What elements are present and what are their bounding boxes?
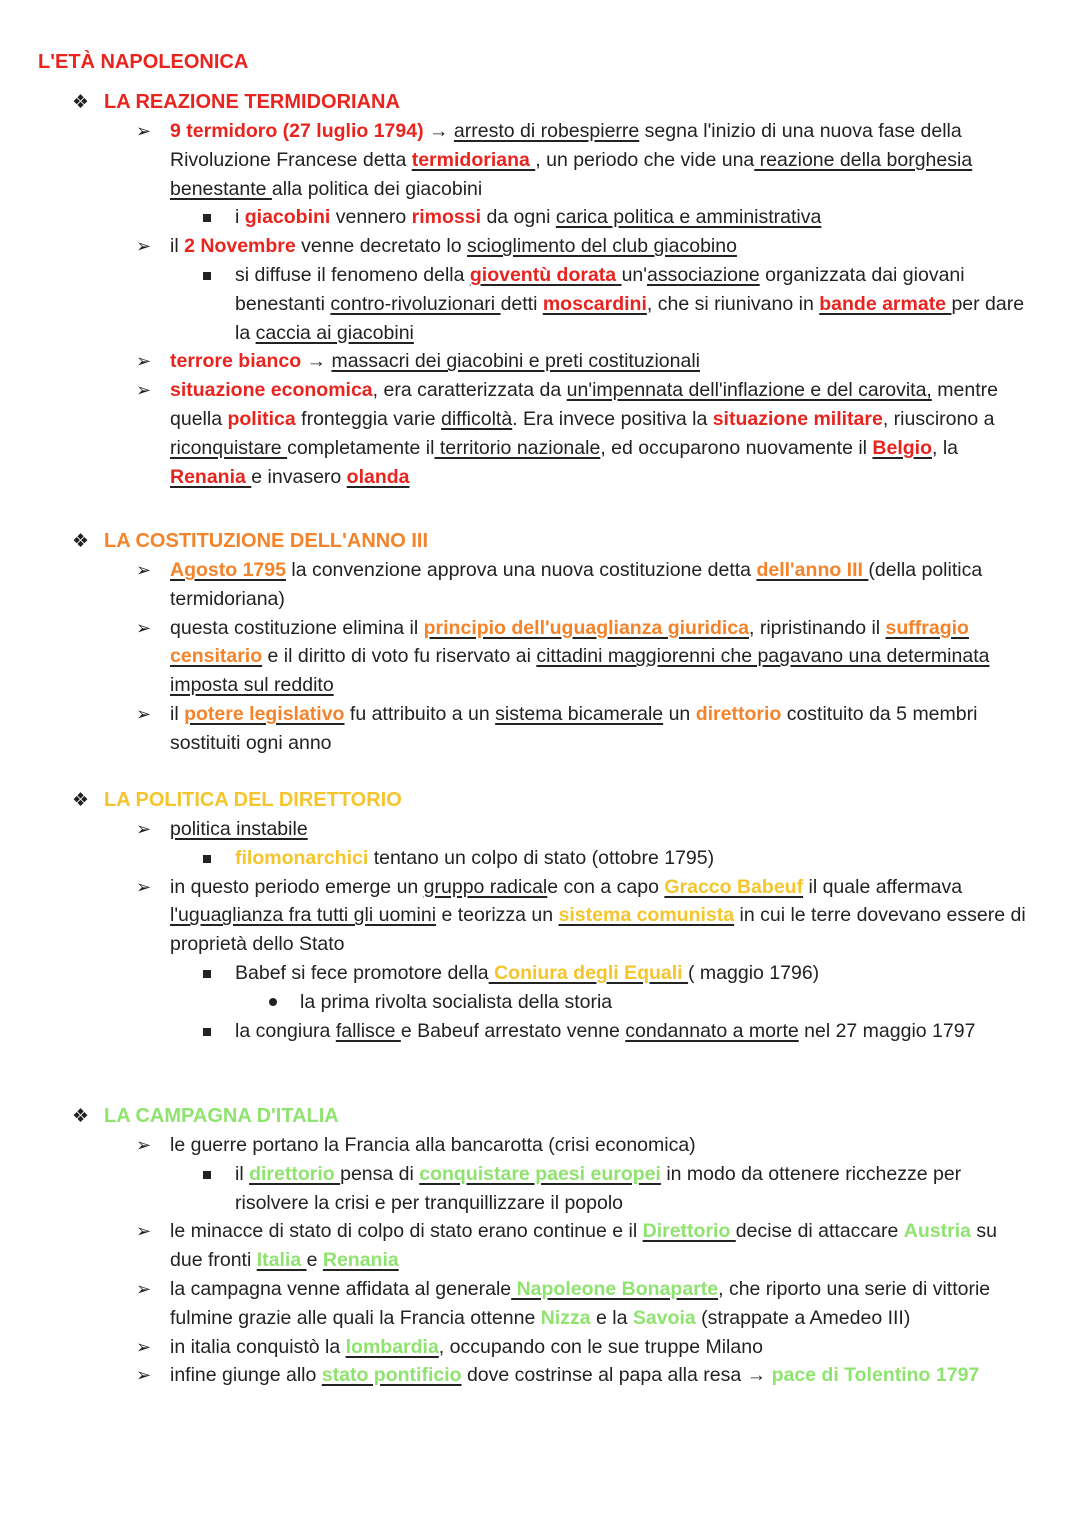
highlighted-text: Gracco Babeuf <box>664 875 804 898</box>
text-run: ( maggio 1796) <box>688 961 820 984</box>
list-item <box>0 556 1080 614</box>
highlighted-text: terrore bianco <box>170 350 302 373</box>
list-item <box>0 1217 1080 1275</box>
text-run: (della politica termidoriana) <box>170 559 983 610</box>
highlighted-text: condannato a morte <box>625 1019 799 1042</box>
arrowhead-bullet-icon: ➢ <box>136 1221 152 1242</box>
diamond-bullet-icon: ❖ <box>72 92 90 113</box>
arrowhead-bullet-icon: ➢ <box>136 380 152 401</box>
text-run: il quale affermava <box>803 875 963 898</box>
highlighted-text: 9 termidoro (27 luglio 1794) <box>170 120 424 142</box>
square-bullet-icon <box>203 272 211 280</box>
highlighted-text: stato pontificio <box>321 1364 462 1387</box>
list-item <box>0 700 1080 758</box>
highlighted-text: caccia ai giacobini <box>255 321 414 344</box>
list-item <box>0 347 1080 376</box>
text-run: alla politica dei giacobini <box>271 177 483 200</box>
text-run: la campagna venne affidata al generale <box>170 1277 512 1300</box>
text-run: pensa di <box>340 1162 420 1185</box>
list-item <box>0 1017 1080 1046</box>
highlighted-text: Napoleone Bonaparte <box>511 1277 719 1300</box>
list-item <box>0 376 1080 491</box>
section-reazione-termidoriana <box>0 88 1080 491</box>
text-run: e <box>306 1249 323 1272</box>
text-run: e Babeuf arrestato venne <box>400 1019 626 1042</box>
list-item <box>0 844 1080 873</box>
highlighted-text: direttorio <box>695 702 782 725</box>
text-run: i <box>235 206 245 229</box>
text-run: la convenzione approva una nuova costituzione detta <box>285 559 757 581</box>
list-item <box>0 1361 1080 1390</box>
list-item <box>0 988 1080 1017</box>
arrowhead-bullet-icon: ➢ <box>136 1278 152 1299</box>
arrowhead-bullet-icon: ➢ <box>136 1135 152 1155</box>
highlighted-text: pace di Tolentino 1797 <box>771 1364 980 1387</box>
text-run: le guerre portano la Francia alla bancarotta (crisi economica) <box>170 1134 696 1156</box>
square-bullet-icon <box>203 1028 211 1036</box>
dot-bullet-icon <box>269 998 277 1006</box>
text-run: su due fronti <box>170 1220 997 1272</box>
text-run: la prima rivolta socialista della storia <box>300 990 613 1013</box>
text-run: organizzata dai giovani benestanti <box>235 263 965 315</box>
text-run: costituito da 5 membri sostituiti ogni anno <box>170 702 978 754</box>
text-run: Babef si fece promotore della <box>235 961 489 984</box>
text-run: segna l'inizio di una nuova fase della Rivoluzione Francese detta <box>170 120 962 171</box>
text-run: , era caratterizzata da <box>372 379 567 402</box>
list-item <box>0 203 1080 232</box>
list-item <box>0 959 1080 988</box>
text-run: fronteggia varie <box>295 407 441 430</box>
highlighted-text: carica politica e amministrativa <box>555 206 822 229</box>
section-costituzione-anno-iii <box>0 527 1080 758</box>
text-run: in cui le terre dovevano essere di proprietà dello Stato <box>170 904 1026 956</box>
highlighted-text: situazione economica <box>170 379 373 402</box>
highlighted-text: situazione militare <box>712 407 883 430</box>
square-bullet-icon <box>203 970 211 978</box>
text-run: . Era invece positiva la <box>512 407 713 430</box>
highlighted-text: Agosto 1795 <box>170 559 286 581</box>
text-run: e teorizza un <box>436 904 559 927</box>
highlighted-text: Coniura degli Equali <box>488 961 689 984</box>
highlighted-text: sistema bicamerale <box>495 702 664 725</box>
highlighted-text: contro-rivoluzionari <box>330 292 501 315</box>
list-item <box>0 1333 1080 1362</box>
text-run: dove costrinse al papa alla resa → <box>461 1364 772 1387</box>
text-run: le minacce di stato di colpo di stato erano continue e il <box>170 1220 643 1243</box>
text-run: mentre quella <box>170 379 998 430</box>
highlighted-text: Renania <box>170 465 252 488</box>
highlighted-text: 2 Novembre <box>184 235 296 258</box>
text-run: , che si riunivano in <box>646 292 820 315</box>
section-heading <box>0 786 1080 815</box>
text-run: , ripristinando il <box>748 616 886 639</box>
highlighted-text: politica <box>227 407 296 430</box>
list-item <box>0 614 1080 700</box>
text-run: tentano un colpo di stato (ottobre 1795) <box>368 846 715 869</box>
section-heading-label: LA POLITICA DEL DIRETTORIO <box>104 789 402 811</box>
arrowhead-bullet-icon: ➢ <box>136 876 152 897</box>
highlighted-text: termidoriana <box>411 148 536 171</box>
text-run: , un periodo che vide una <box>535 148 755 171</box>
highlighted-text: suffragio censitario <box>170 616 969 668</box>
square-bullet-icon <box>203 214 211 222</box>
highlighted-text: Renania <box>322 1249 399 1272</box>
arrowhead-bullet-icon: ➢ <box>136 1336 152 1357</box>
highlighted-text: conquistare paesi europei <box>419 1162 661 1185</box>
text-run: questa costituzione elimina il <box>170 616 424 639</box>
section-politica-direttorio <box>0 786 1080 1045</box>
document-title: L'ETÀ NAPOLEONICA <box>38 51 249 73</box>
highlighted-text: gioventù dorata <box>469 263 622 286</box>
highlighted-text: Savoia <box>632 1306 696 1329</box>
text-run: , la <box>932 436 959 459</box>
list-item <box>0 1131 1080 1160</box>
section-heading <box>0 88 1080 117</box>
text-run: , riuscirono a <box>882 407 995 430</box>
text-run: un' <box>621 263 647 286</box>
arrowhead-bullet-icon: ➢ <box>136 819 152 839</box>
highlighted-text: reazione della borghesia benestante <box>170 148 973 200</box>
text-run: fu attribuito a un <box>344 702 496 725</box>
list-item <box>0 1275 1080 1333</box>
highlighted-text: direttorio <box>249 1162 341 1185</box>
highlighted-text: massacri dei giacobini e preti costituzionali <box>331 350 700 373</box>
text-run: (strappate a Amedeo III) <box>695 1306 911 1329</box>
list-item <box>0 873 1080 959</box>
text-run: → <box>423 120 454 142</box>
text-run: in modo da ottenere ricchezze per risolvere la crisi e per tranquillizzare il popolo <box>235 1162 962 1214</box>
section-heading-label: LA REAZIONE TERMIDORIANA <box>104 91 400 113</box>
text-run: da ogni <box>481 206 556 229</box>
diamond-bullet-icon: ❖ <box>72 790 90 811</box>
arrowhead-bullet-icon: ➢ <box>136 617 152 638</box>
highlighted-text: l'uguaglianza fra tutti gli uomini <box>170 904 437 927</box>
highlighted-text: politica instabile <box>170 818 308 840</box>
highlighted-text: territorio nazionale <box>434 436 601 459</box>
arrowhead-bullet-icon: ➢ <box>136 121 152 141</box>
text-run: il <box>235 1162 250 1185</box>
highlighted-text: principio dell'uguaglianza giuridica <box>423 616 749 639</box>
list-item <box>0 261 1080 347</box>
highlighted-text: sistema comunista <box>558 904 735 927</box>
text-run: , ed occuparono nuovamente il <box>600 436 873 459</box>
highlighted-text: arresto di robespierre <box>453 120 640 142</box>
list-item <box>0 1160 1080 1218</box>
text-run: completamente il <box>287 436 435 459</box>
list-item <box>0 815 1080 844</box>
text-run: nel 27 maggio 1797 <box>798 1019 976 1042</box>
text-run: il <box>170 702 185 725</box>
highlighted-text: gruppo radical <box>423 875 548 898</box>
text-run: e la <box>590 1306 633 1329</box>
highlighted-text: cittadini maggiorenni che pagavano una determinata imposta sul reddito <box>170 645 990 697</box>
highlighted-text: Austria <box>903 1220 971 1243</box>
list-item <box>0 117 1080 203</box>
section-heading <box>0 527 1080 556</box>
highlighted-text: Direttorio <box>642 1220 736 1243</box>
diamond-bullet-icon: ❖ <box>72 1106 90 1127</box>
section-heading <box>0 1102 1080 1131</box>
text-run: → <box>301 350 332 373</box>
text-run: detti <box>500 292 543 315</box>
highlighted-text: un'impennata dell'inflazione e del carovita, <box>566 379 932 402</box>
text-run: si diffuse il fenomeno della <box>235 263 470 286</box>
square-bullet-icon <box>203 855 211 863</box>
diamond-bullet-icon: ❖ <box>72 531 90 552</box>
highlighted-text: fallisce <box>335 1019 401 1042</box>
highlighted-text: riconquistare <box>170 436 288 459</box>
highlighted-text: moscardini <box>542 292 647 315</box>
text-run: venne decretato lo <box>295 235 468 258</box>
section-heading-label: LA CAMPAGNA D'ITALIA <box>104 1105 339 1127</box>
arrowhead-bullet-icon: ➢ <box>136 1365 152 1386</box>
square-bullet-icon <box>203 1171 211 1179</box>
highlighted-text: giacobini <box>244 206 331 229</box>
text-run: e il diritto di voto fu riservato ai <box>262 645 537 668</box>
highlighted-text: potere legislativo <box>184 702 345 725</box>
arrowhead-bullet-icon: ➢ <box>136 703 152 724</box>
highlighted-text: olanda <box>346 465 410 488</box>
text-run: decise di attaccare <box>735 1220 904 1243</box>
arrowhead-bullet-icon: ➢ <box>136 351 152 372</box>
section-heading-label: LA COSTITUZIONE DELL'ANNO III <box>104 530 429 552</box>
section-campagna-italia <box>0 1102 1080 1390</box>
highlighted-text: associazione <box>646 263 760 286</box>
highlighted-text: lombardia <box>345 1335 439 1358</box>
text-run: e invasero <box>251 465 347 488</box>
highlighted-text: difficoltà <box>441 407 513 430</box>
highlighted-text: Nizza <box>540 1306 591 1329</box>
text-run: il <box>170 235 185 258</box>
highlighted-text: dell'anno III <box>756 559 869 581</box>
text-run: e con a capo <box>547 875 665 898</box>
text-run: per dare la <box>235 292 1025 344</box>
text-run: la congiura <box>235 1019 336 1042</box>
highlighted-text: rimossi <box>411 206 482 229</box>
text-run: , occupando con le sue truppe Milano <box>438 1335 763 1358</box>
highlighted-text: Italia <box>256 1249 307 1272</box>
highlighted-text: filomonarchici <box>235 846 369 869</box>
text-run: , che riporto una serie di vittorie fulmine grazie alle quali la Francia ottenne <box>170 1277 991 1329</box>
text-run: vennero <box>330 206 412 229</box>
highlighted-text: scioglimento del club giacobino <box>467 235 737 258</box>
text-run: in italia conquistò la <box>170 1335 346 1358</box>
text-run: infine giunge allo <box>170 1364 322 1387</box>
text-run: un <box>663 702 696 725</box>
highlighted-text: Belgio <box>872 436 933 459</box>
list-item <box>0 232 1080 261</box>
arrowhead-bullet-icon: ➢ <box>136 236 152 257</box>
arrowhead-bullet-icon: ➢ <box>136 560 152 580</box>
text-run: in questo periodo emerge un <box>170 875 424 898</box>
highlighted-text: bande armate <box>819 292 952 315</box>
